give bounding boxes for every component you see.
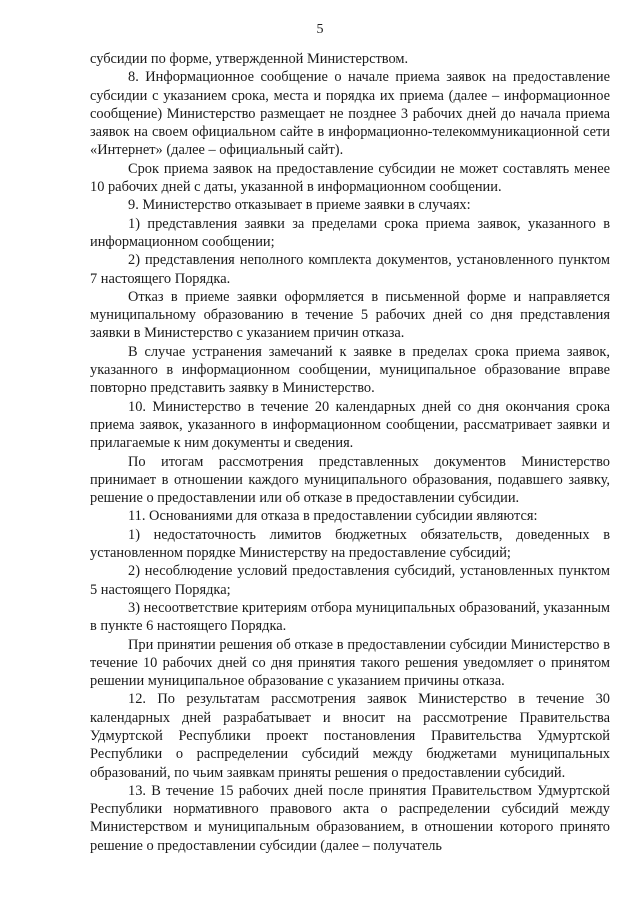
paragraph-application-period: Срок приема заявок на предоставление субсидии не может составлять менее 10 рабочих дней с даты, указанной в информационном сообщении. <box>90 160 610 196</box>
paragraph-item-13: 13. В течение 15 рабочих дней после принятия Правительством Удмуртской Республики нормативного правового акта о распределении субсидий между Министерством и муниципальным образованием, в отношении которого принято решение о предоставлении субсидии (далее – получатель <box>90 782 610 854</box>
paragraph-item-11: 11. Основаниями для отказа в предоставлении субсидии являются: <box>128 508 538 525</box>
paragraph-item-11-sub-1: 1) недостаточность лимитов бюджетных обязательств, доведенных в установленном порядке Министерству на предоставление субсидий; <box>90 526 610 562</box>
paragraph-item-10: 10. Министерство в течение 20 календарных дней со дня окончания срока приема заявок, указанного в информационном сообщении, рассматривает заявки и прилагаемые к ним документы и сведения. <box>90 398 610 452</box>
paragraph-item-9: 9. Министерство отказывает в приеме заявки в случаях: <box>128 197 471 214</box>
paragraph-item-8: 8. Информационное сообщение о начале приема заявок на предоставление субсидии с указанием срока, места и порядка их приема (далее – информационное сообщение) Министерство размещает не позднее 3 рабочих дней до начала приема заявок на своем официальном сайте в информационно-телекоммуникационной сети «Интернет» (далее – официальный сайт). <box>90 69 610 159</box>
paragraph-resubmission: В случае устранения замечаний к заявке в пределах срока приема заявок, указанного в информационном сообщении, муниципальное образование вправе повторно представить заявку в Министерство. <box>90 343 610 397</box>
paragraph-item-9-sub-2: 2) представления неполного комплекта документов, установленного пунктом 7 настоящего Порядка. <box>90 252 610 287</box>
paragraph-refusal-form: Отказ в приеме заявки оформляется в письменной форме и направляется муниципальному образованию в течение 5 рабочих дней со дня представления заявки в Министерство с указанием причин отказа. <box>90 288 610 342</box>
paragraph-item-12: 12. По результатам рассмотрения заявок Министерство в течение 30 календарных дней разрабатывает и вносит на рассмотрение Правительства Удмуртской Республики проект постановления Правительства Удмуртской Республики о распределении субсидий между бюджетами муниципальных образований, по чьим заявкам приняты решения о предоставлении субсидий. <box>90 691 610 781</box>
paragraph-refusal-notification: При принятии решения об отказе в предоставлении субсидии Министерство в течение 10 рабочих дней со дня принятия такого решения уведомляет о принятом решении муниципальное образование с указанием причины отказа. <box>90 636 610 690</box>
paragraph-subsidy-form-continuation: субсидии по форме, утвержденной Министерством. <box>90 51 409 67</box>
page-number: 5 <box>316 22 324 37</box>
paragraph-decision: По итогам рассмотрения представленных документов Министерство принимает в отношении каждого муниципального образования, подавшего заявку, решение о предоставлении или об отказе в предоставлении субсидии. <box>90 453 610 507</box>
paragraph-item-11-sub-2: 2) несоблюдение условий предоставления субсидий, установленных пунктом 5 настоящего Порядка; <box>90 563 610 598</box>
paragraph-item-11-sub-3: 3) несоответствие критериям отбора муниципальных образований, указанным в пункте 6 настоящего Порядка. <box>90 599 610 635</box>
document-body <box>90 50 610 855</box>
paragraph-item-9-sub-1: 1) представления заявки за пределами срока приема заявок, указанного в информационном сообщении; <box>90 215 610 250</box>
